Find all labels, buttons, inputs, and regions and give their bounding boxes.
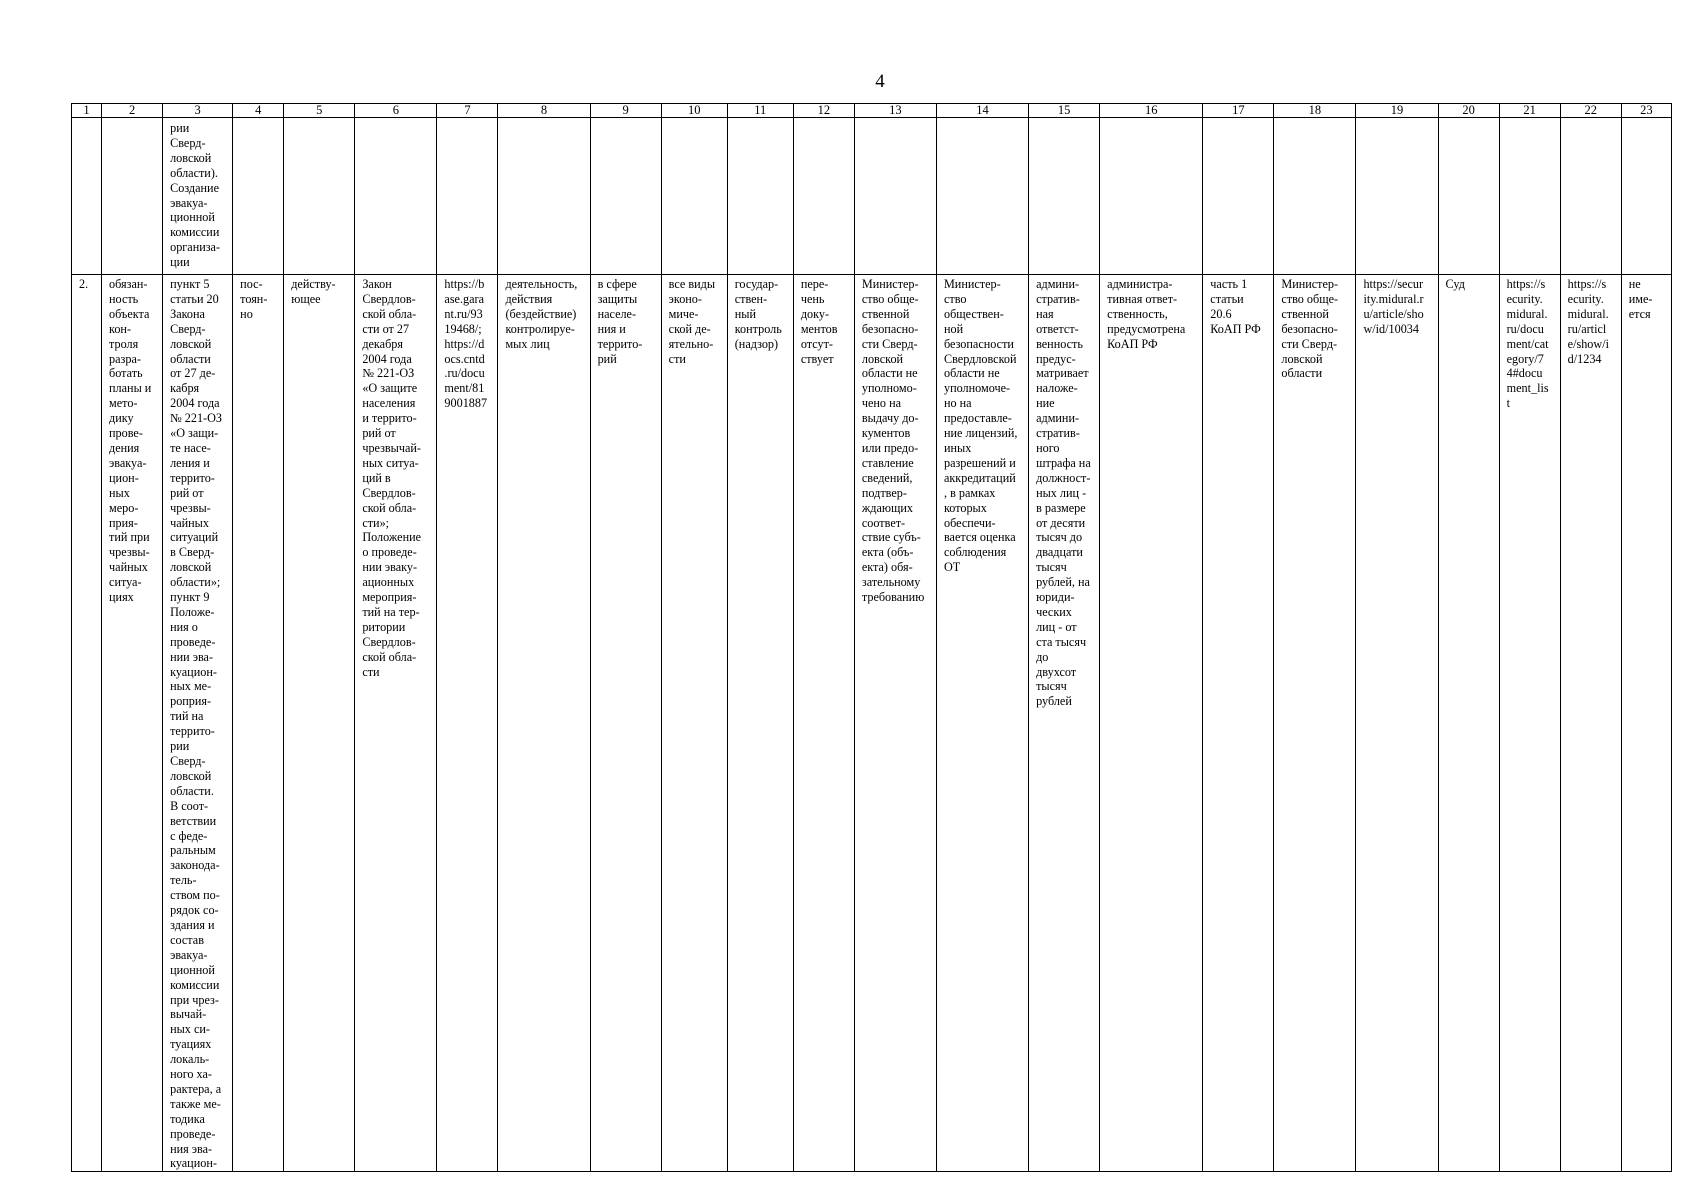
column-number-23: 23: [1621, 104, 1671, 118]
cell-text: все виды эконо- миче- ской де- ятельно- сти: [668, 277, 716, 366]
column-number-16: 16: [1100, 104, 1203, 118]
column-number-8: 8: [498, 104, 590, 118]
table-cell-col-7: [437, 275, 498, 1172]
table-cell-col-20: [1438, 118, 1499, 275]
cell-text: Суд: [1445, 277, 1465, 291]
table-cell-col-23: [1621, 118, 1671, 275]
column-number-14: 14: [936, 104, 1028, 118]
cell-text: пос- тоян- но: [240, 277, 268, 321]
table-cell-col-13: [854, 275, 936, 1172]
table-cell-col-5: [284, 275, 355, 1172]
column-number-row: [72, 104, 1672, 118]
column-number-2: 2: [102, 104, 163, 118]
cell-text: не име- ется: [1628, 277, 1653, 321]
table-cell-col-5: [284, 118, 355, 275]
cell-text: действу- ющее: [291, 277, 336, 306]
column-number-20: 20: [1438, 104, 1499, 118]
cell-text: государ- ствен- ный контроль (надзор): [734, 277, 782, 351]
cell-text: админи- стратив- ная ответст- венность предус- матривает наложе- ние админи- стратив- ного штрафа на должност- ных лиц - в размере от десяти тысяч до двадцати тысяч рублей, на юриди- ческих лиц - от ста тысяч до двухсот тысяч рублей: [1036, 277, 1091, 709]
table-cell-col-15: [1029, 118, 1100, 275]
table-cell-col-2: [102, 118, 163, 275]
table-cell-col-14: [936, 118, 1028, 275]
table-cell-col-2: [102, 275, 163, 1172]
page-number: 4: [875, 71, 885, 92]
table-cell-col-10: [661, 275, 727, 1172]
table-cell-col-14: [936, 275, 1028, 1172]
table-cell-col-22: [1560, 275, 1621, 1172]
register-table: [71, 103, 1672, 1172]
column-number-19: 19: [1356, 104, 1438, 118]
table-cell-col-12: [793, 118, 854, 275]
table-cell-col-17: [1203, 275, 1274, 1172]
cell-text: администра- тивная ответ- ственность, предусмотрена КоАП РФ: [1107, 277, 1186, 351]
column-number-12: 12: [793, 104, 854, 118]
table-cell-col-3: [163, 275, 233, 1172]
table-cell-col-17: [1203, 118, 1274, 275]
column-number-15: 15: [1029, 104, 1100, 118]
table-cell-col-19: [1356, 118, 1438, 275]
column-number-1: 1: [72, 104, 102, 118]
table-cell-col-12: [793, 275, 854, 1172]
column-number-7: 7: [437, 104, 498, 118]
cell-text: Министер- ство обще- ственной безопасно- сти Сверд- ловской области не уполномо- чено на выдачу до- кументов или предо- ставление сведений, подтвер- ждающих соответ- ствие субъ- екта (объ- екта) обя- зательному требованию: [861, 277, 925, 605]
table-cell-col-6: [355, 118, 437, 275]
cell-text: https://s ecurity. midural. ru/docu ment/cat egory/7 4#docu ment_lis t: [1506, 277, 1549, 411]
table-cell-col-16: [1100, 118, 1203, 275]
table-cell-col-7: [437, 118, 498, 275]
table-cell-col-11: [727, 118, 793, 275]
column-number-21: 21: [1499, 104, 1560, 118]
column-number-10: 10: [661, 104, 727, 118]
cell-text: https://s ecurity. midural. ru/articl e/show/i d/1234: [1567, 277, 1609, 366]
column-number-9: 9: [590, 104, 661, 118]
table-cell-col-19: [1356, 275, 1438, 1172]
cell-text: https://b ase.gara nt.ru/93 19468/; https://d ocs.cntd .ru/docu ment/81 9001887: [444, 277, 488, 411]
table-cell-col-8: [498, 275, 590, 1172]
table-cell-col-16: [1100, 275, 1203, 1172]
column-number-22: 22: [1560, 104, 1621, 118]
column-number-6: 6: [355, 104, 437, 118]
table-cell-col-1: [72, 118, 102, 275]
table-cell-col-10: [661, 118, 727, 275]
cell-text: пере- чень доку- ментов отсут- ствует: [800, 277, 838, 366]
table-cell-col-9: [590, 118, 661, 275]
table-cell-col-13: [854, 118, 936, 275]
cell-text: обязан- ность объекта кон- троля разра- ботать планы и мето- дику прове- дения эвакуа- цион- ных меро- прия- тий при чрезвы- чайных ситуа- циях: [109, 277, 152, 605]
table-cell-col-18: [1274, 118, 1356, 275]
column-number-5: 5: [284, 104, 355, 118]
table-cell-col-23: [1621, 275, 1671, 1172]
table-cell-col-21: [1499, 275, 1560, 1172]
table-cell-col-9: [590, 275, 661, 1172]
table-row: [72, 275, 1672, 1172]
column-number-18: 18: [1274, 104, 1356, 118]
cell-text: https://secur ity.midural.r u/article/sho w/id/10034: [1363, 277, 1424, 336]
table-cell-col-4: [233, 275, 284, 1172]
column-number-4: 4: [233, 104, 284, 118]
cell-text: Министер- ство обще- ственной безопасно- сти Сверд- ловской области: [1281, 277, 1339, 381]
table-row: [72, 118, 1672, 275]
column-number-11: 11: [727, 104, 793, 118]
table-cell-col-8: [498, 118, 590, 275]
cell-text: часть 1 статьи 20.6 КоАП РФ: [1210, 277, 1261, 336]
cell-text: пункт 5 статьи 20 Закона Сверд- ловской области от 27 де- кабря 2004 года № 221-ОЗ «О защи- те насе- ления и террито- рий от чрезвы- чайных ситуаций в Сверд- ловской области»; пункт 9 Положе- ния о проведе- нии эва- куацион- ных ме- роприя- тий на террито- рии Сверд- ловской области. В соот- ветствии с феде- ральным законода- тель- ством по- рядок со- здания и состав эвакуа- ционной комиссии при чрез- вычай- ных си- туациях локаль- ного ха- рактера, а также ме- тодика проведе- ния эва- куацион-: [170, 277, 223, 1171]
column-number-13: 13: [854, 104, 936, 118]
table-cell-col-1: [72, 275, 102, 1172]
cell-text: деятельность, действия (бездействие) контролируе- мых лиц: [505, 277, 578, 351]
table-cell-col-18: [1274, 275, 1356, 1172]
table-body: [72, 104, 1672, 1172]
table-cell-col-6: [355, 275, 437, 1172]
table-cell-col-22: [1560, 118, 1621, 275]
table-cell-col-11: [727, 275, 793, 1172]
table-cell-col-15: [1029, 275, 1100, 1172]
table-cell-col-20: [1438, 275, 1499, 1172]
cell-text: 2.: [79, 277, 89, 291]
column-number-17: 17: [1203, 104, 1274, 118]
column-number-3: 3: [163, 104, 233, 118]
table-cell-col-4: [233, 118, 284, 275]
cell-text: Закон Свердлов- ской обла- сти от 27 декабря 2004 года № 221-ОЗ «О защите населения и террито- рий от чрезвычай- ных ситуа- ций в Свердлов- ской обла- сти»; Положение о проведе- нии эваку- ационных мероприя- тий на тер- ритории Свердлов- ской обла- сти: [362, 277, 422, 679]
cell-text: Министер- ство обществен- ной безопасности Свердловской области не уполномоче- но на предоставле- ние лицензий, иных разрешений и аккредитаций , в рамках которых обеспечи- вается оценка соблюдения ОТ: [943, 277, 1018, 575]
cell-text: рии Сверд- ловской области). Создание эвакуа- ционной комиссии организа- ции: [170, 121, 221, 270]
table-cell-col-3: [163, 118, 233, 275]
table-cell-col-21: [1499, 118, 1560, 275]
cell-text: в сфере защиты населе- ния и террито- рий: [597, 277, 643, 366]
